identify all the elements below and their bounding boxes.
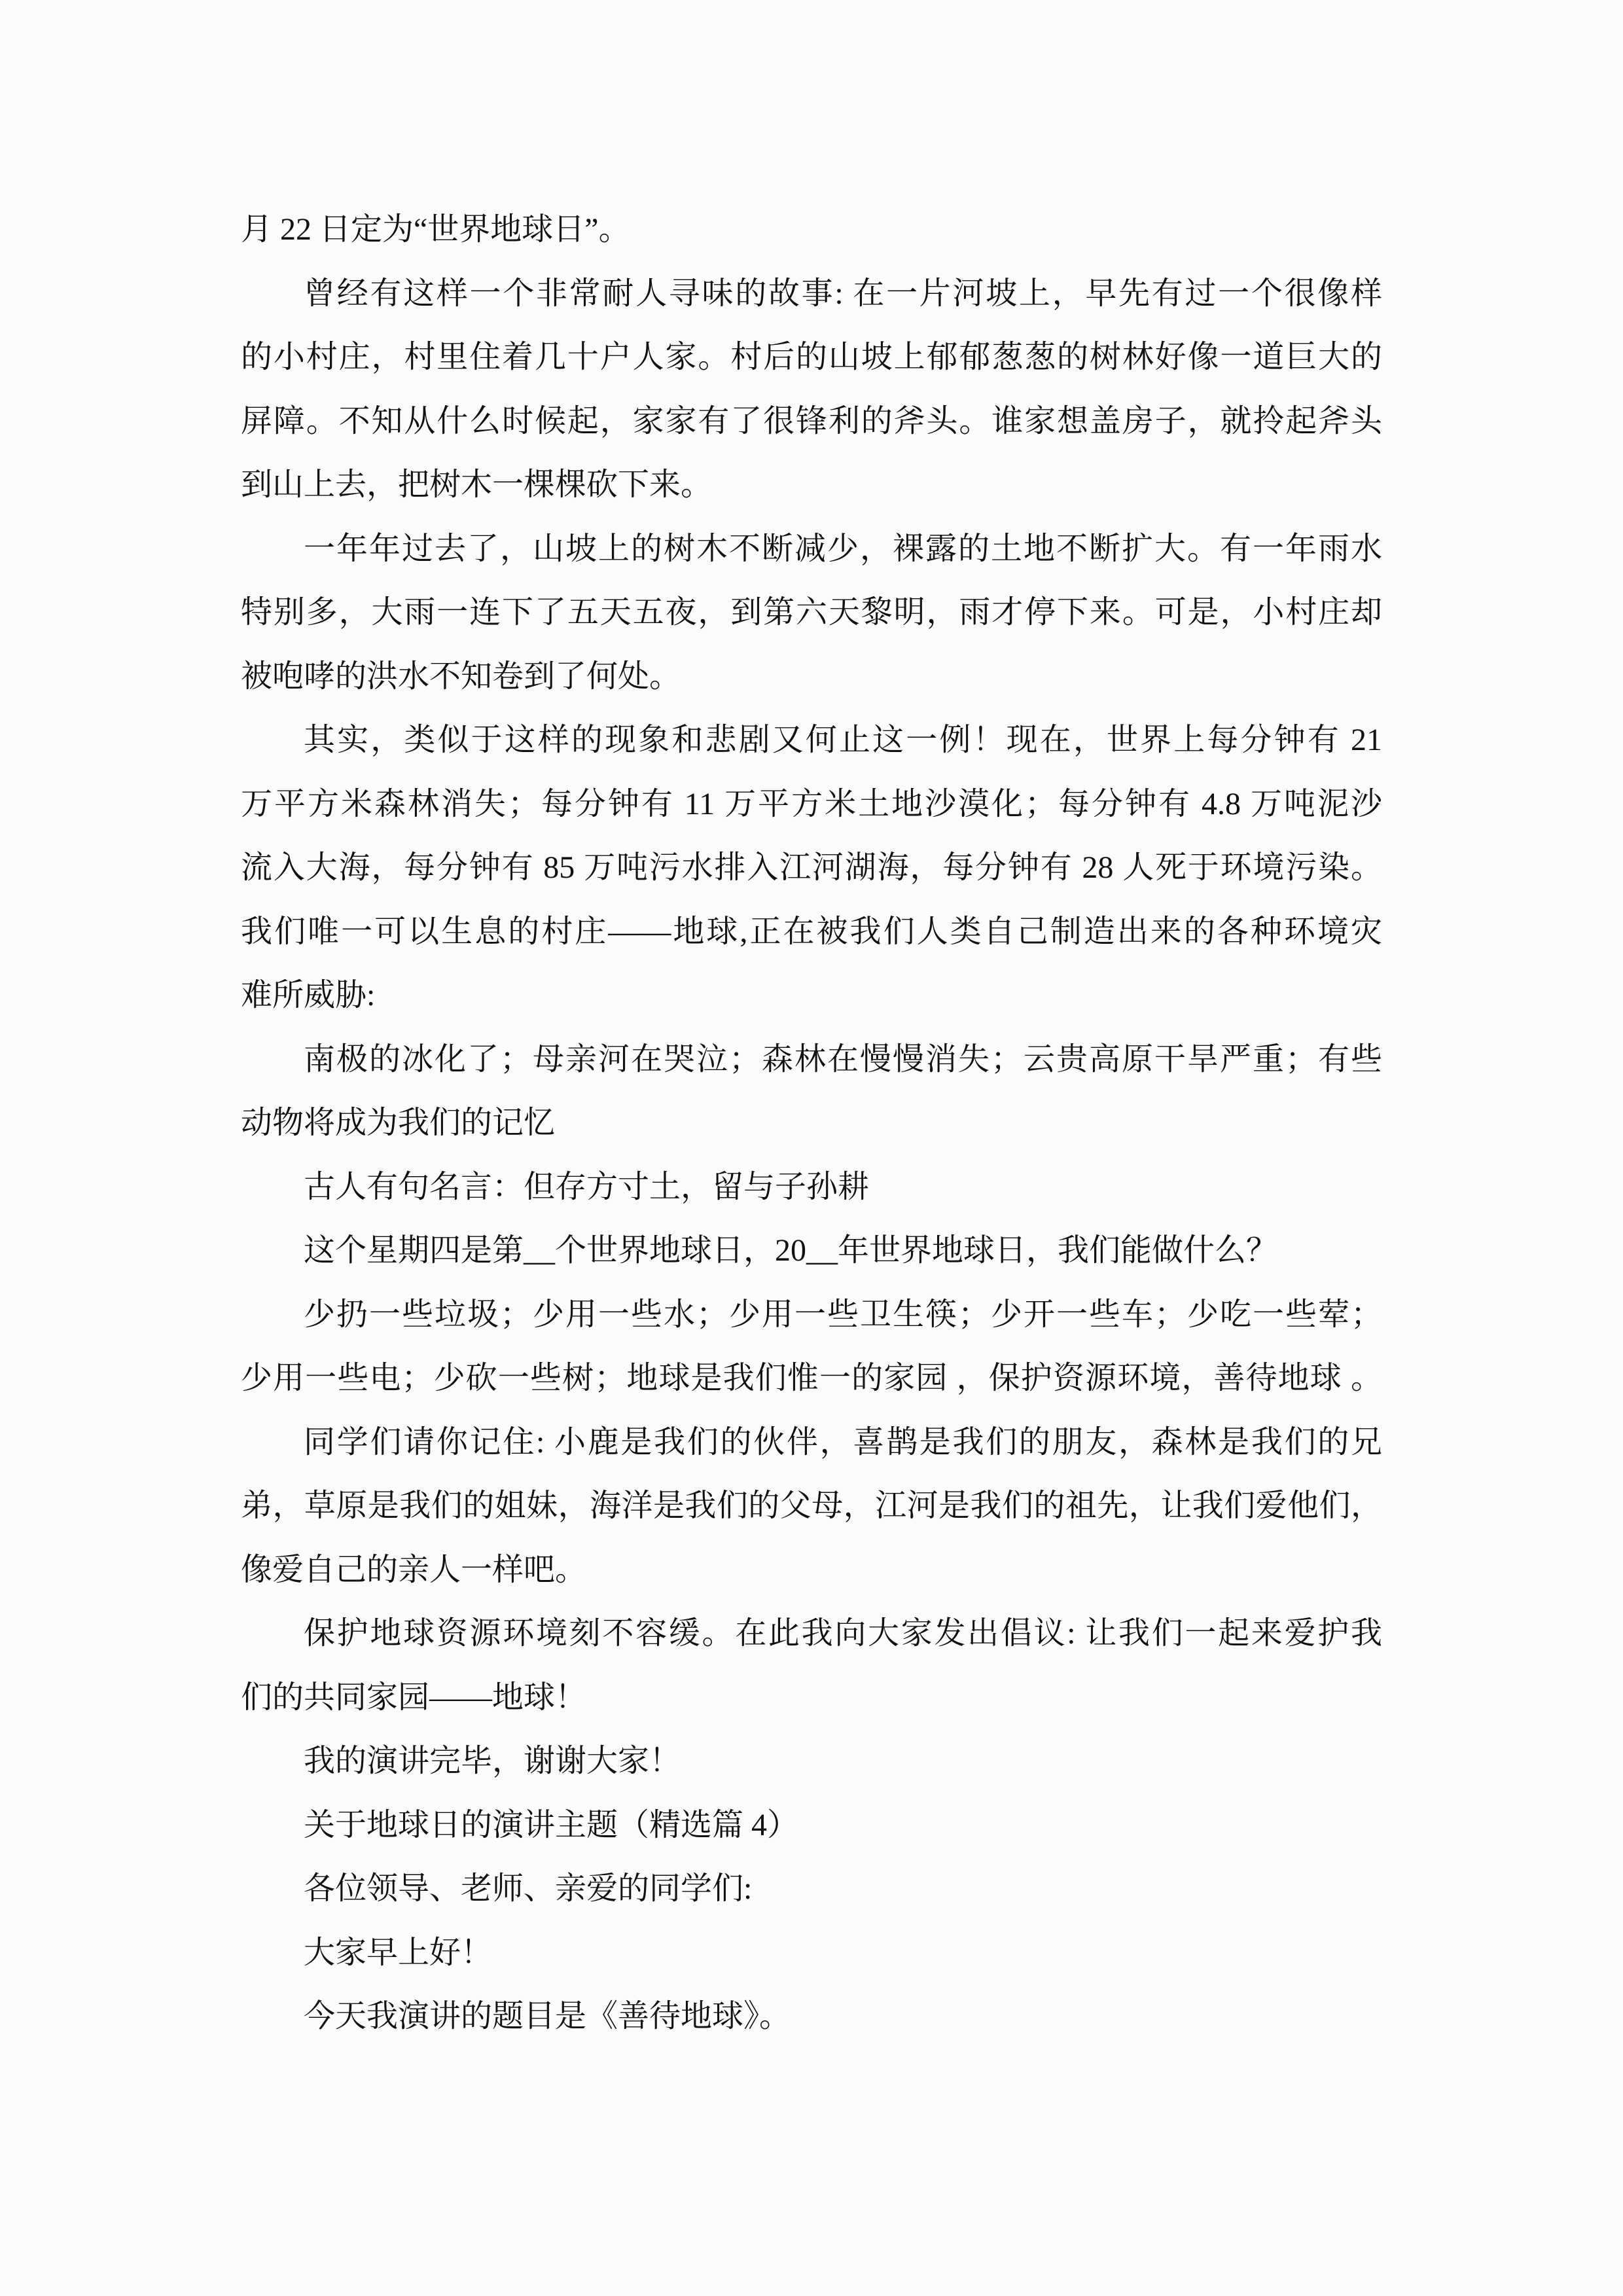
text-line-12: 我们唯一可以生息的村庄——地球,正在被我们人类自己制造出来的各种环境灾 [241, 914, 1382, 949]
document-text-body [241, 198, 1382, 2049]
text-line-19: 少用一些电；少砍一些树；地球是我们惟一的家园 ，保护资源环境，善待地球 。 [241, 1361, 1382, 1395]
text-line-8: 被咆哮的洪水不知卷到了何处。 [241, 658, 681, 694]
text-line-24: 们的共同家园——地球！ [241, 1679, 587, 1715]
text-line-16: 古人有句名言：但存方寸土，留与子孙耕 [304, 1169, 870, 1204]
text-line-21: 弟，草原是我们的姐妹，海洋是我们的父母，江河是我们的祖先，让我们爱他们， [241, 1488, 1382, 1523]
text-line-5: 到山上去，把树木一棵棵砍下来。 [241, 467, 713, 502]
text-line-28: 大家早上好！ [304, 1935, 493, 1970]
text-line-11: 流入大海，每分钟有 85 万吨污水排入江河湖海，每分钟有 28 人死于环境污染。 [241, 850, 1382, 885]
text-line-17: 这个星期四是第__个世界地球日，20__年世界地球日，我们能做什么？ [304, 1233, 1278, 1268]
text-line-2: 曾经有这样一个非常耐人寻味的故事: 在一片河坡上，早先有过一个很像样 [304, 276, 1382, 311]
text-line-22: 像爱自己的亲人一样吧。 [241, 1552, 587, 1587]
text-line-9: 其实，类似于这样的现象和悲剧又何止这一例！现在，世界上每分钟有 21 [304, 723, 1382, 757]
text-line-26: 关于地球日的演讲主题（精选篇 4） [304, 1807, 799, 1842]
text-line-15: 动物将成为我们的记忆 [241, 1105, 556, 1140]
text-line-14: 南极的冰化了；母亲河在哭泣；森林在慢慢消失；云贵高原干旱严重；有些 [304, 1041, 1382, 1077]
text-line-27: 各位领导、老师、亲爱的同学们: [304, 1871, 753, 1906]
text-line-13: 难所威胁: [241, 978, 376, 1013]
text-line-7: 特别多，大雨一连下了五天五夜，到第六天黎明，雨才停下来。可是，小村庄却 [241, 595, 1382, 630]
text-line-20: 同学们请你记住: 小鹿是我们的伙伴，喜鹊是我们的朋友，森林是我们的兄 [304, 1424, 1382, 1460]
text-line-3: 的小村庄，村里住着几十户人家。村后的山坡上郁郁葱葱的树林好像一道巨大的 [241, 340, 1382, 374]
text-line-6: 一年年过去了，山坡上的树木不断减少，裸露的土地不断扩大。有一年雨水 [304, 531, 1382, 566]
text-line-18: 少扔一些垃圾；少用一些水；少用一些卫生筷；少开一些车；少吃一些荤； [304, 1297, 1382, 1332]
text-line-25: 我的演讲完毕，谢谢大家！ [304, 1744, 681, 1778]
text-line-1: 月 22 日定为“世界地球日”。 [241, 212, 630, 247]
text-line-4: 屏障。不知从什么时候起，家家有了很锋利的斧头。谁家想盖房子，就拎起斧头 [241, 403, 1382, 439]
text-line-10: 万平方米森林消失；每分钟有 11 万平方米土地沙漠化；每分钟有 4.8 万吨泥沙 [241, 786, 1382, 821]
text-line-23: 保护地球资源环境刻不容缓。在此我向大家发出倡议: 让我们一起来爱护我 [304, 1616, 1382, 1651]
text-line-29: 今天我演讲的题目是《善待地球》。 [304, 1999, 791, 2034]
